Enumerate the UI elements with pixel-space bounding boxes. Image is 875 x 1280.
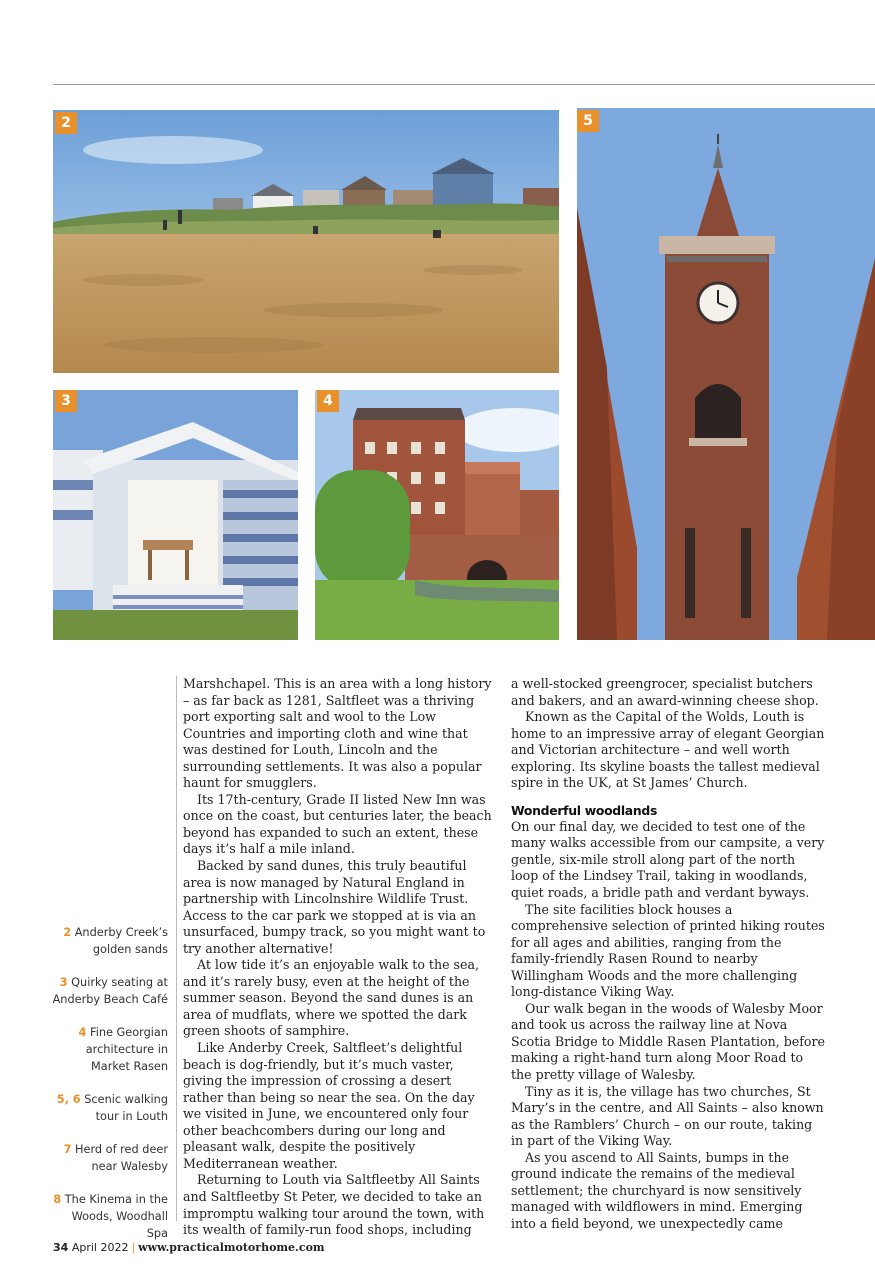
paragraph: Returning to Louth via Saltfleetby All Saints and Saltfleetby St Peter, we decided to take an impromptu walking tour around the town, with its wealth of family-run food shops, including xyxy=(183,1172,485,1238)
caption-divider xyxy=(176,676,177,1221)
issue-date: April 2022 xyxy=(71,1241,129,1254)
page-number: 34 xyxy=(53,1241,69,1254)
paragraph: Like Anderby Creek, Saltfleet’s delightful beach is dog-friendly, but it’s much vaster, giving the impression of crossing a desert rather than being so near the sea. On the day we visited in June, we encountered only four other beachcombers during our long and pleasant walk, despite the positively Mediterranean weather. xyxy=(183,1040,475,1171)
paragraph: Its 17th-century, Grade II listed New Inn was once on the coast, but centuries later, the beach beyond has expanded to such an extent, these days it’s half a mile inland. xyxy=(183,791,492,857)
photo-captions xyxy=(50,924,168,1258)
caption-7: 7 Herd of red deer near Walesby xyxy=(63,1143,168,1173)
paragraph: Marshchapel. This is an area with a long history – as far back as 1281, Saltfleet was a thriving port exporting salt and wool to the Low Countries and importing cloth and wine that was destined for Louth, Lincoln and the surrounding settlements. It was also a popular haunt for smugglers. xyxy=(183,676,492,791)
photo-number-badge: 2 xyxy=(55,112,77,134)
paragraph: Tiny as it is, the village has two churches, St Mary’s in the centre, and All Saints – also known as the Ramblers’ Church – on our route, taking in part of the Viking Way. xyxy=(511,1083,824,1149)
paragraph: Known as the Capital of the Wolds, Louth is home to an impressive array of elegant Georgian and Victorian architecture – and well worth exploring. Its skyline boasts the tallest medieval spire in the UK, at St James’ Church. xyxy=(511,709,825,791)
photo-number-badge: 5 xyxy=(577,110,599,132)
paragraph: As you ascend to All Saints, bumps in the ground indicate the remains of the medieval settlement; the churchyard is now sensitively managed with wildflowers in mind. Emerging into a field beyond, we unexpectedly came xyxy=(511,1149,803,1231)
clock-tower-photo xyxy=(577,108,875,640)
photo-number-badge: 3 xyxy=(55,390,77,412)
caption-8: 8 The Kinema in the Woods, Woodhall Spa xyxy=(53,1193,168,1240)
beach-photo xyxy=(53,110,559,373)
paragraph: Backed by sand dunes, this truly beautiful area is now managed by Natural England in partnership with Lincolnshire Wildlife Trust. Access to the car park we stopped at is via an unsurfaced, bumpy track, so you might want to try another alternative! xyxy=(183,858,486,956)
caption-5-6: 5, 6 Scenic walking tour in Louth xyxy=(56,1093,168,1123)
article-column-1 xyxy=(183,676,493,1239)
section-heading: Wonderful woodlands xyxy=(511,802,658,818)
website-link[interactable]: www.practicalmotorhome.com xyxy=(138,1241,325,1254)
caption-4: 4 Fine Georgian architecture in Market Rasen xyxy=(78,1026,168,1073)
caption-2: 2 Anderby Creek’s golden sands xyxy=(63,926,168,956)
paragraph: Our walk began in the woods of Walesby Moor and took us across the railway line at Nova Scotia Bridge to Middle Rasen Plantation, before making a right-hand turn along Moor Road to the pretty village of Walesby. xyxy=(511,1000,825,1083)
page-footer xyxy=(53,1241,325,1254)
photo-number-badge: 4 xyxy=(317,390,339,412)
beach-hut-photo xyxy=(53,390,298,640)
paragraph: The site facilities block houses a comprehensive selection of printed hiking routes for all ages and abilities, ranging from the family-friendly Rasen Round to nearby Willingham Woods and the more challenging long-distance Viking Way. xyxy=(511,901,825,1000)
paragraph: a well-stocked greengrocer, specialist butchers and bakers, and an award-winning cheese shop. xyxy=(511,676,819,708)
top-rule xyxy=(53,84,875,85)
paragraph: At low tide it’s an enjoyable walk to the sea, and it’s rarely busy, even at the height of the summer season. Beyond the sand dunes is an area of mudflats, where we spotted the dark green shoots of samphire. xyxy=(183,957,479,1039)
paragraph: On our final day, we decided to test one of the many walks accessible from our campsite, a very gentle, six-mile stroll along part of the north loop of the Lindsey Trail, taking in woodlands, quiet roads, a bridle path and verdant byways. xyxy=(511,818,825,901)
footer-separator: | xyxy=(131,1241,136,1254)
article-column-2 xyxy=(511,676,826,1233)
mill-photo xyxy=(315,390,559,640)
caption-3: 3 Quirky seating at Anderby Beach Café xyxy=(52,976,168,1006)
